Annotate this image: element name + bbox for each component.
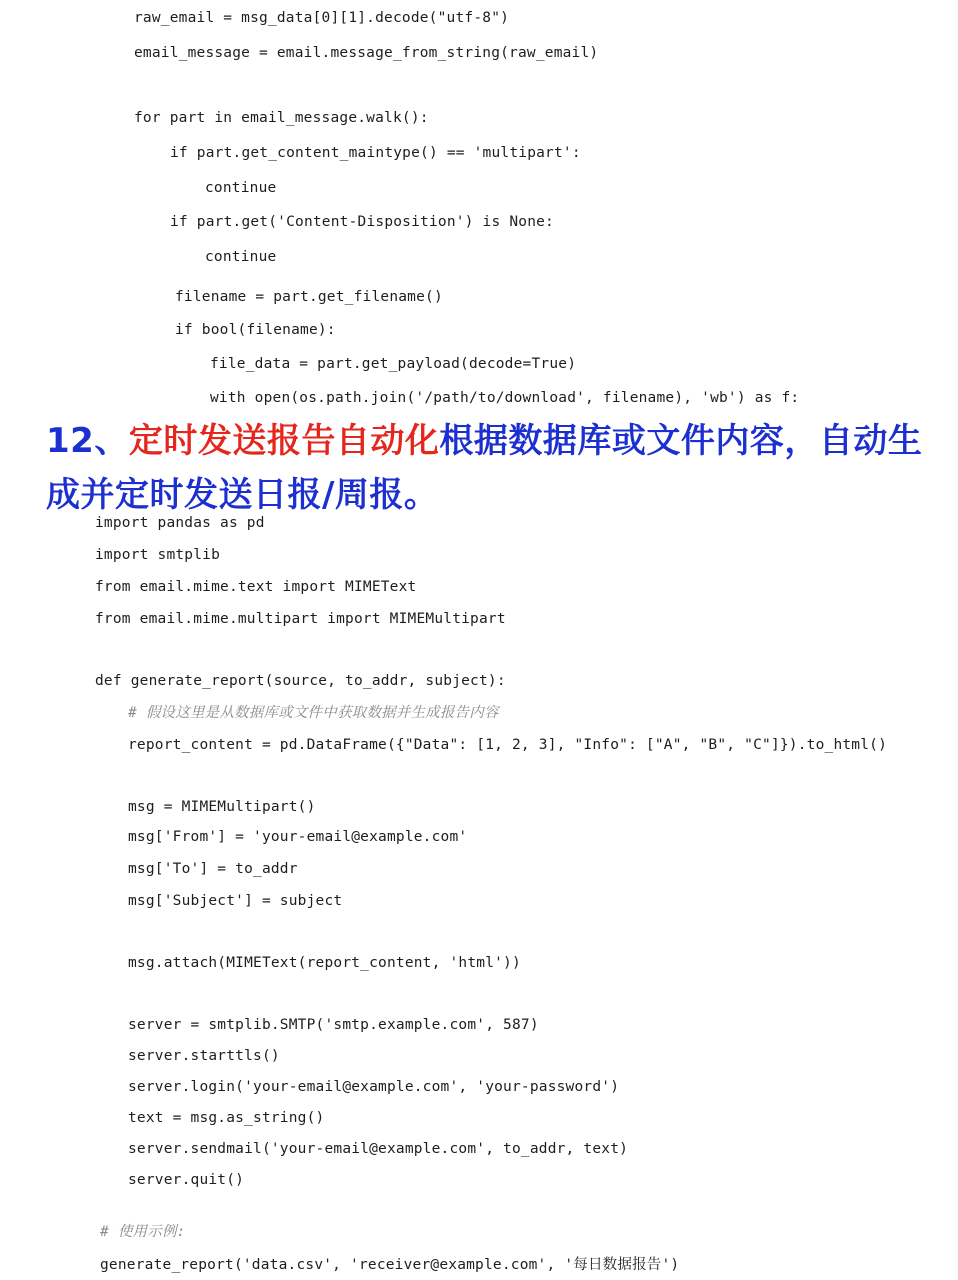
code-line: if part.get_content_maintype() == 'multipart': (170, 145, 581, 161)
heading-number: 12、 (46, 421, 129, 461)
code-line: msg['Subject'] = subject (128, 893, 343, 909)
code-line: for part in email_message.walk(): (134, 110, 429, 126)
code-comment: # 使用示例: (100, 1224, 186, 1240)
code-line: from email.mime.multipart import MIMEMultipart (95, 611, 506, 627)
code-comment: # 假设这里是从数据库或文件中获取数据并生成报告内容 (128, 705, 499, 721)
code-line: server.sendmail('your-email@example.com', to_addr, text) (128, 1141, 629, 1157)
code-line: from email.mime.text import MIMEText (95, 579, 417, 595)
code-line: text = msg.as_string() (128, 1110, 325, 1126)
code-line: msg['To'] = to_addr (128, 861, 298, 877)
heading-highlight: 定时发送报告自动化 (128, 421, 440, 461)
code-line: def generate_report(source, to_addr, subject): (95, 673, 506, 689)
code-line: file_data = part.get_payload(decode=True) (210, 356, 577, 372)
code-line: if part.get('Content-Disposition') is None: (170, 214, 554, 230)
code-line: raw_email = msg_data[0][1].decode("utf-8") (134, 10, 510, 26)
code-line: msg['From'] = 'your-email@example.com' (128, 829, 468, 845)
code-line: server = smtplib.SMTP('smtp.example.com', 587) (128, 1017, 539, 1033)
code-line: report_content = pd.DataFrame({"Data": [1, 2, 3], "Info": ["A", "B", "C"]}).to_html() (128, 737, 888, 753)
code-line: if bool(filename): (175, 322, 336, 338)
code-line: with open(os.path.join('/path/to/download', filename), 'wb') as f: (210, 390, 800, 406)
code-line: import smtplib (95, 547, 221, 563)
code-line: server.starttls() (128, 1048, 280, 1064)
code-line: server.quit() (128, 1172, 245, 1188)
code-line: generate_report('data.csv', 'receiver@example.com', '每日数据报告') (100, 1257, 680, 1273)
code-line: email_message = email.message_from_string(raw_email) (134, 45, 599, 61)
code-line: import pandas as pd (95, 515, 265, 531)
code-line: server.login('your-email@example.com', 'your-password') (128, 1079, 620, 1095)
code-line: msg = MIMEMultipart() (128, 799, 316, 815)
code-line: msg.attach(MIMEText(report_content, 'html')) (128, 955, 521, 971)
section-heading (46, 414, 936, 522)
code-line: continue (205, 249, 277, 265)
code-line: filename = part.get_filename() (175, 289, 443, 305)
code-line: continue (205, 180, 277, 196)
heading-description: 根据数据库或文件内容，自动生成并定时发送日报/周报。 (46, 421, 923, 515)
